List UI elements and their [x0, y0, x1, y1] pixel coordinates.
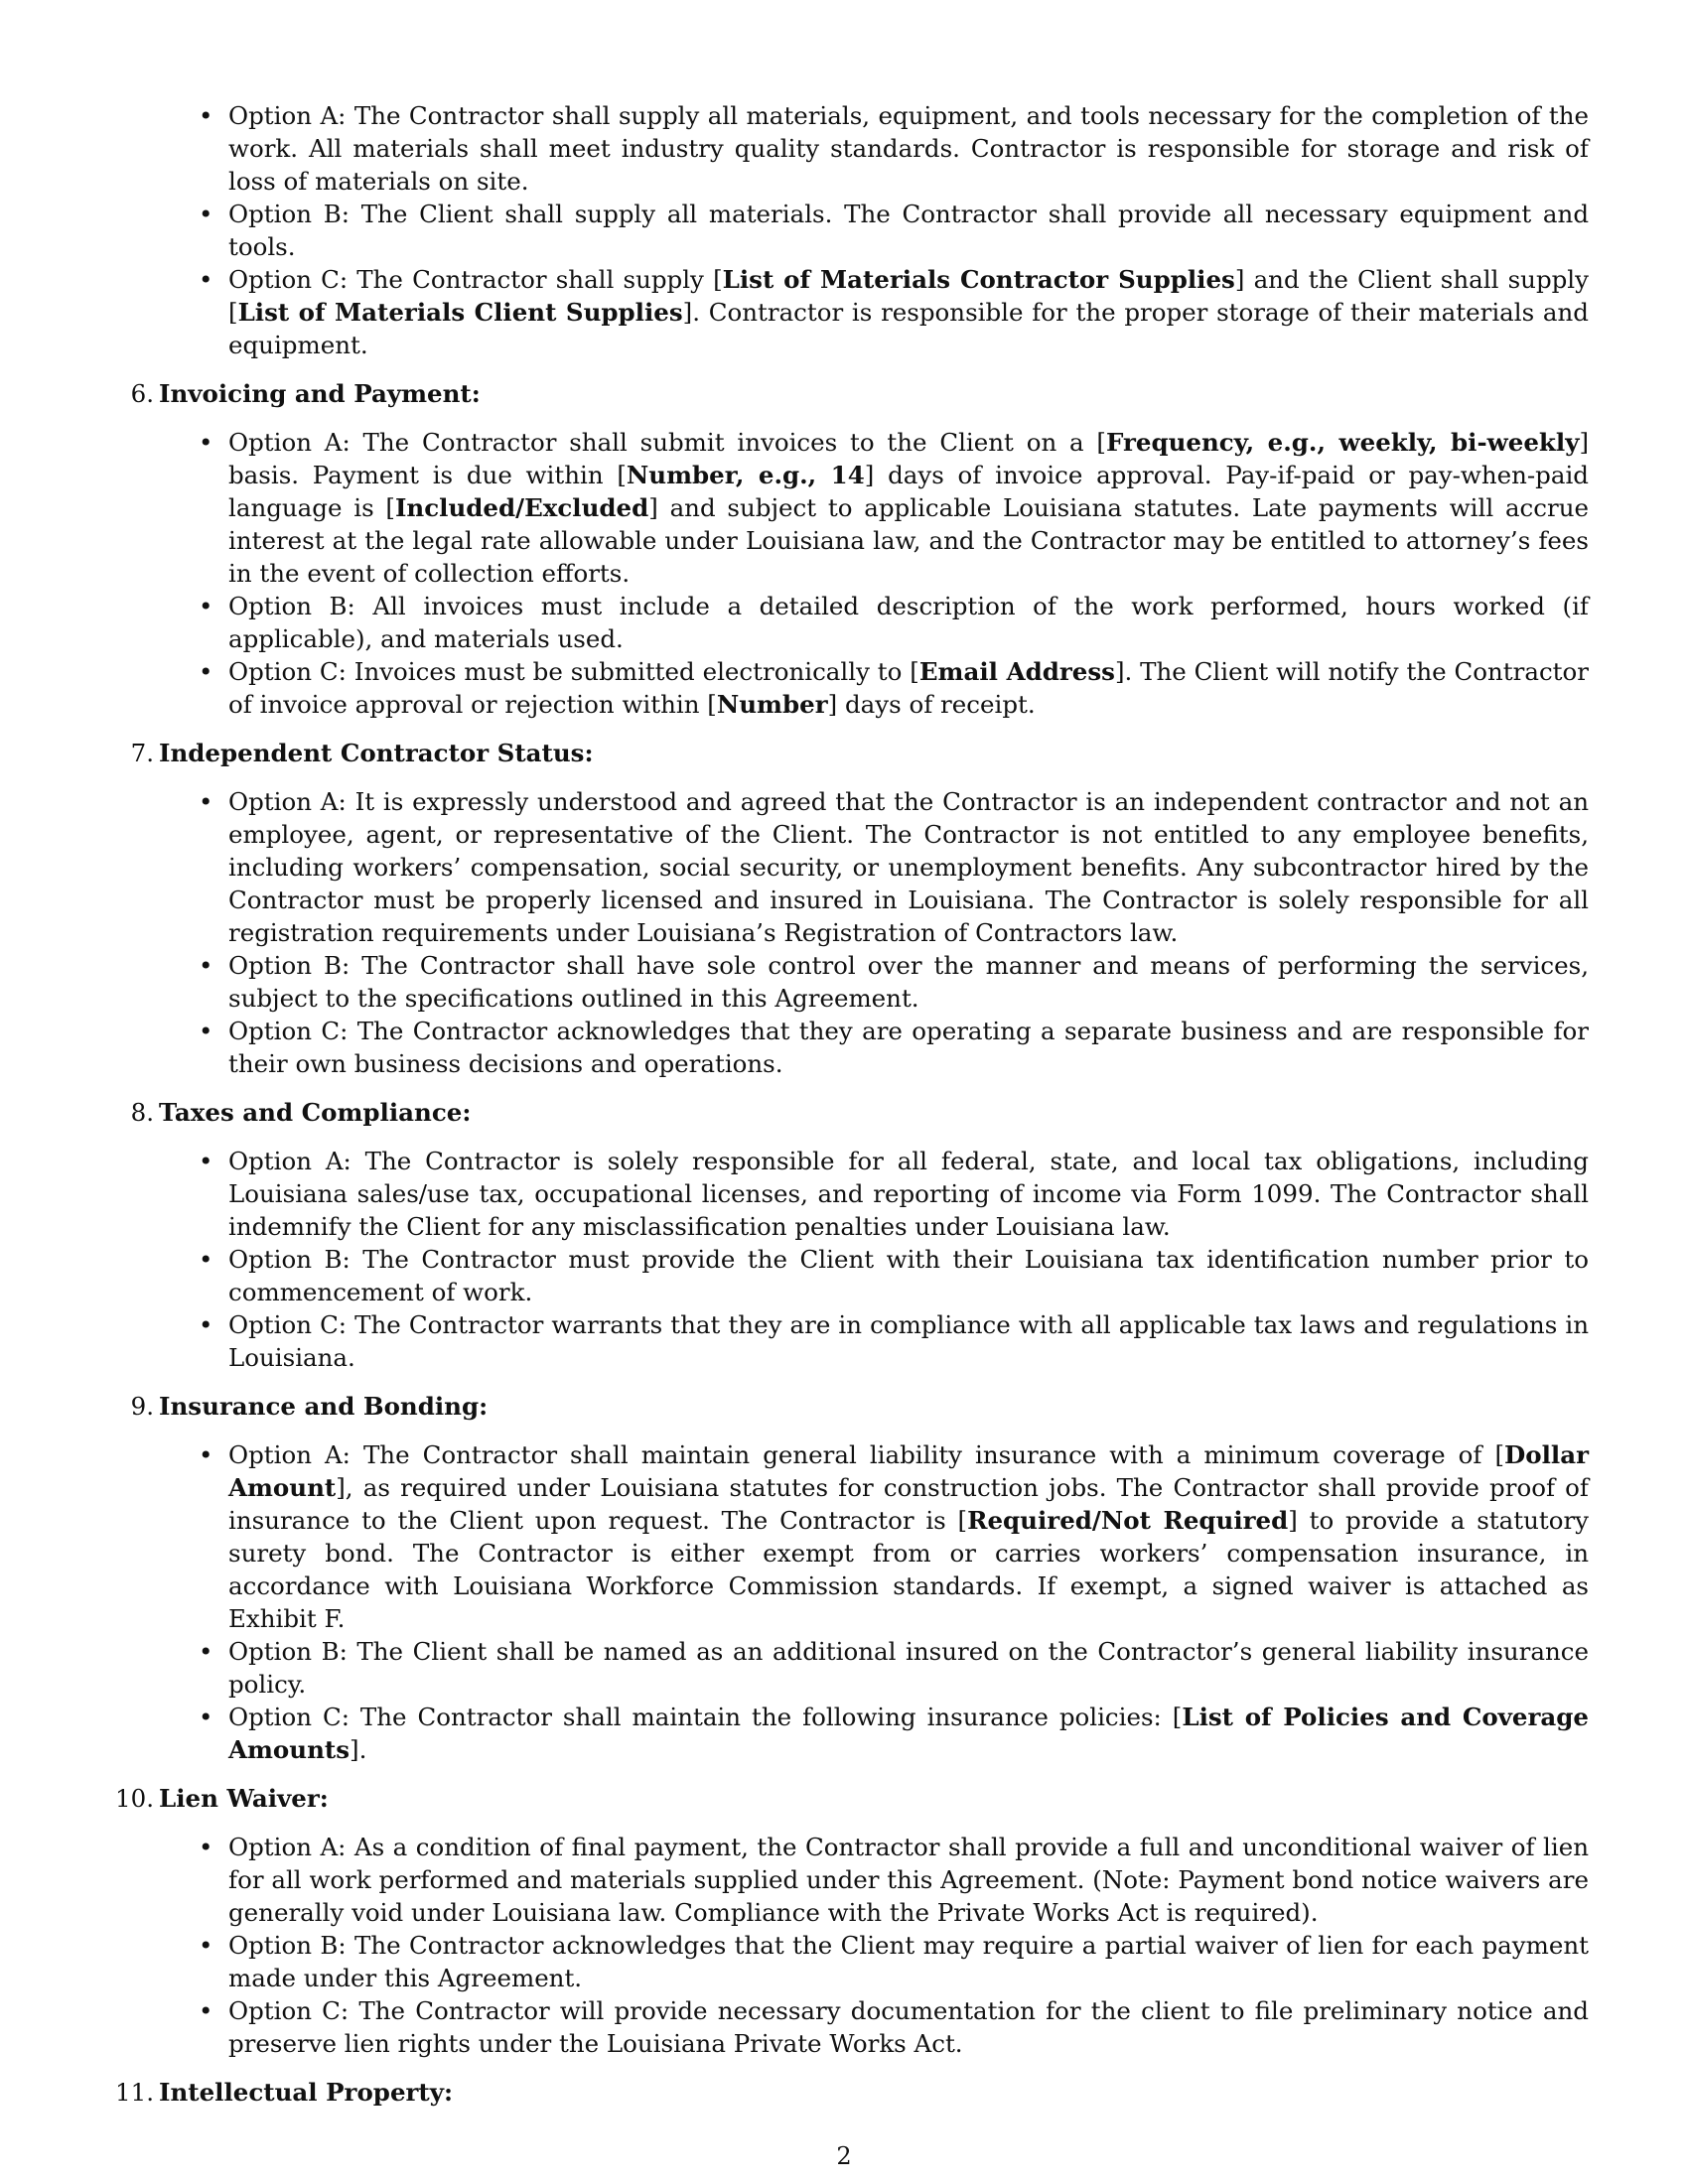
option-text: ] to provide a statutory surety bond. The Contractor is either exempt from or carries workers’ compensation insurance, in accordance with Louisiana Workforce Commission standards. If exempt, a signed waiver is attached as Exhibit F. — [228, 1506, 1590, 1633]
options-list — [159, 1831, 1589, 2060]
section-heading — [130, 1096, 1589, 1129]
section — [115, 1782, 1589, 2060]
placeholder-field: Required/Not Required — [967, 1506, 1289, 1535]
option-text: Option A: The Contractor is solely responsible for all federal, state, and local tax obligations, including Louisiana sales/use tax, occupational licenses, and reporting of income via Form 1099. The Contractor shall indemnify the Client for any misclassification penalties under Louisiana law. — [228, 1147, 1589, 1241]
option-text: Option A: The Contractor shall supply all materials, equipment, and tools necessary for the completion of the work. All materials shall meet industry quality standards. Contractor is responsible for storage and risk of loss of materials on site. — [228, 101, 1589, 196]
section-number: 11. — [115, 2078, 154, 2107]
option-text: Option A: The Contractor shall submit invoices to the Client on a [ — [228, 428, 1106, 457]
section-number: 6. — [130, 379, 154, 408]
option-item — [228, 1145, 1589, 1243]
placeholder-field: Number, e.g., 14 — [626, 461, 865, 489]
placeholder-field: List of Materials Contractor Supplies — [722, 265, 1235, 294]
section — [115, 2076, 1589, 2109]
options-list — [159, 1438, 1589, 1766]
placeholder-field: Dollar Amount — [228, 1440, 1589, 1502]
option-text: ] and subject to applicable Louisiana statutes. Late payments will accrue interest at the legal rate allowable under Louisiana law, and the Contractor may be entitled to attorney’s fees in the event of collection efforts. — [228, 493, 1589, 588]
option-text: Option B: The Client shall be named as an additional insured on the Contractor’s general liability insurance policy. — [228, 1637, 1589, 1699]
option-item — [228, 1831, 1589, 1929]
section — [130, 737, 1589, 1080]
options-list — [159, 426, 1589, 721]
document-body — [115, 99, 1590, 2124]
option-item — [228, 655, 1589, 721]
option-item — [228, 949, 1589, 1015]
option-text: Option A: The Contractor shall maintain general liability insurance with a minimum coverage of [ — [228, 1440, 1505, 1469]
option-item — [228, 1929, 1589, 1994]
option-text: ] and the Client shall supply [ — [228, 265, 1589, 327]
option-text: Option C: Invoices must be submitted electronically to [ — [228, 657, 919, 686]
placeholder-field: Included/Excluded — [394, 493, 649, 522]
section-heading — [115, 2076, 1589, 2109]
option-text: Option C: The Contractor shall maintain the following insurance policies: [ — [228, 1703, 1183, 1731]
section-number: 10. — [115, 1784, 154, 1813]
option-text: Option C: The Contractor will provide necessary documentation for the client to file preliminary notice and preserve lien rights under the Louisiana Private Works Act. — [228, 1996, 1589, 2058]
option-text: ], as required under Louisiana statutes for construction jobs. The Contractor shall provide proof of insurance to the Client upon request. The Contractor is [ — [228, 1473, 1589, 1535]
option-item — [228, 1308, 1589, 1374]
section-number: 8. — [130, 1098, 154, 1127]
section-heading — [130, 377, 1589, 410]
section-title: Independent Contractor Status: — [159, 739, 594, 767]
option-item — [228, 1243, 1589, 1308]
option-text: Option A: As a condition of final payment, the Contractor shall provide a full and unconditional waiver of lien for all work performed and materials supplied under this Agreement. (Note: Payment bond notice waivers are generally void under Louisiana law. Compliance with the Private Works Act is required). — [228, 1833, 1589, 1927]
section-title: Lien Waiver: — [159, 1784, 329, 1813]
section-number: 7. — [130, 739, 154, 767]
section-title: Taxes and Compliance: — [159, 1098, 472, 1127]
option-text: ] basis. Payment is due within [ — [228, 428, 1589, 489]
option-text: ]. — [350, 1735, 367, 1764]
option-item — [228, 426, 1589, 590]
option-text: Option B: The Contractor must provide the Client with their Louisiana tax identification number prior to commencement of work. — [228, 1245, 1589, 1306]
option-text: Option B: The Contractor shall have sole control over the manner and means of performing the services, subject to the specifications outlined in this Agreement. — [228, 951, 1589, 1013]
option-item — [228, 785, 1589, 949]
sections-container — [115, 377, 1590, 2109]
materials-options-list — [159, 99, 1589, 361]
section-heading — [130, 1390, 1589, 1423]
option-item — [228, 198, 1589, 263]
placeholder-field: Number — [716, 690, 828, 719]
section — [130, 1096, 1589, 1374]
option-item — [228, 99, 1589, 198]
option-text: Option B: All invoices must include a detailed description of the work performed, hours worked (if applicable), and materials used. — [228, 592, 1589, 653]
option-item — [228, 1015, 1589, 1080]
option-item — [228, 1438, 1589, 1635]
section-heading — [115, 1782, 1589, 1815]
option-text: Option A: It is expressly understood and agreed that the Contractor is an independent contractor and not an employee, agent, or representative of the Client. The Contractor is not entitled to any employee benefits, including workers’ compensation, social security, or unemployment benefits. Any subcontractor hired by the Contractor must be properly licensed and insured in Louisiana. The Contractor is solely responsible for all registration requirements under Louisiana’s Registration of Contractors law. — [228, 787, 1589, 947]
page-number: 2 — [836, 2142, 852, 2170]
placeholder-field: List of Materials Client Supplies — [237, 298, 683, 327]
placeholder-field: Email Address — [918, 657, 1115, 686]
option-text: Option C: The Contractor shall supply [ — [228, 265, 723, 294]
option-text: ]. The Client will notify the Contractor of invoice approval or rejection within [ — [228, 657, 1589, 719]
option-item — [228, 1635, 1589, 1701]
placeholder-field: Frequency, e.g., weekly, bi-weekly — [1106, 428, 1580, 457]
section-heading — [130, 737, 1589, 769]
section-title: Insurance and Bonding: — [159, 1392, 489, 1421]
section-number: 9. — [130, 1392, 154, 1421]
option-item — [228, 590, 1589, 655]
section-title: Invoicing and Payment: — [159, 379, 481, 408]
section — [130, 377, 1589, 721]
section — [130, 1390, 1590, 1766]
options-list — [159, 1145, 1589, 1374]
option-item — [228, 1701, 1589, 1766]
options-list — [159, 785, 1589, 1080]
option-text: Option B: The Client shall supply all materials. The Contractor shall provide all necessary equipment and tools. — [228, 200, 1589, 261]
section-title: Intellectual Property: — [159, 2078, 454, 2107]
placeholder-field: List of Policies and Coverage Amounts — [228, 1703, 1590, 1764]
option-item — [228, 1994, 1589, 2060]
option-text: Option B: The Contractor acknowledges that the Client may require a partial waiver of lien for each payment made under this Agreement. — [228, 1931, 1589, 1992]
option-text: ]. Contractor is responsible for the proper storage of their materials and equipment. — [228, 298, 1589, 359]
option-text: Option C: The Contractor acknowledges that they are operating a separate business and are responsible for their own business decisions and operations. — [228, 1017, 1589, 1078]
option-text: Option C: The Contractor warrants that they are in compliance with all applicable tax laws and regulations in Louisiana. — [228, 1310, 1589, 1372]
option-text: ] days of receipt. — [827, 690, 1036, 719]
option-text: ] days of invoice approval. Pay-if-paid or pay-when-paid language is [ — [228, 461, 1589, 522]
option-item — [228, 263, 1589, 361]
